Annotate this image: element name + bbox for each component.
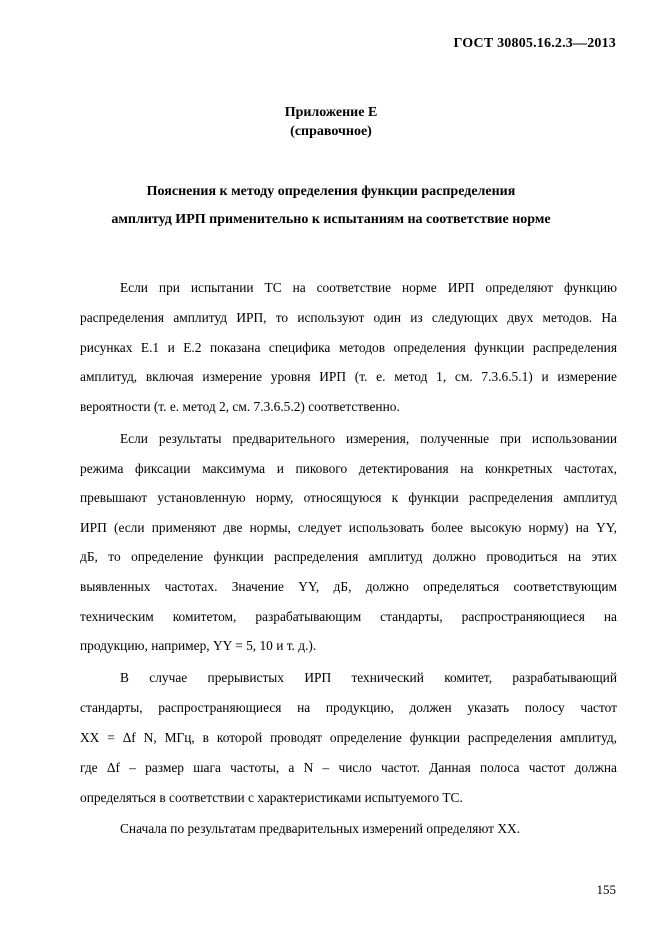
body-line: Если при испытании ТС на соответствие норме ИРП определяют функцию [120, 280, 617, 295]
body-line: Если результаты предварительного измерения, полученные при использовании [120, 431, 617, 446]
body-line: рисунках Е.1 и Е.2 показана специфика методов определения функции распределения [80, 340, 617, 355]
appendix-subtitle: (справочное) [290, 124, 372, 139]
body-line: ИРП (если применяют две нормы, следует использовать более высокую норму) на YY, [80, 520, 617, 535]
body-line: дБ, то определение функции распределения амплитуд должно проводиться на этих [80, 549, 617, 564]
section-title-line-1: Пояснения к методу определения функции распределения [146, 184, 516, 199]
section-title-line-2: амплитуд ИРП применительно к испытаниям на соответствие норме [111, 212, 551, 227]
body-line: вероятности (т. е. метод 2, см. 7.3.6.5.2) соответственно. [80, 399, 400, 414]
body-line: распределения амплитуд ИРП, то используют один из следующих двух методов. На [80, 310, 617, 325]
body-line: стандарты, распространяющиеся на продукцию, должен указать полосу частот [80, 700, 617, 715]
body-line: где Δf – размер шага частоты, а N – число частот. Данная полоса частот должна [80, 760, 617, 775]
body-line: продукцию, например, YY = 5, 10 и т. д.). [80, 638, 317, 653]
body-line: Сначала по результатам предварительных измерений определяют XX. [120, 821, 521, 836]
body-line: техническим комитетом, разрабатывающим стандарты, распространяющиеся на [80, 609, 617, 624]
page-number: 155 [596, 882, 616, 897]
body-line: В случае прерывистых ИРП технический комитет, разрабатывающий [120, 670, 617, 685]
body-line: режима фиксации максимума и пикового детектирования на конкретных частотах, [80, 461, 617, 476]
body-line: превышают установленную норму, относящуюся к функции распределения амплитуд [80, 490, 617, 505]
standard-code: ГОСТ 30805.16.2.3—2013 [453, 36, 616, 51]
body-line: определяться в соответствии с характеристиками испытуемого ТС. [80, 790, 463, 805]
body-line: амплитуд, включая измерение уровня ИРП (т. е. метод 1, см. 7.3.6.5.1) и измерение [80, 369, 617, 384]
body-line: XX = Δf N, МГц, в которой проводят определение функции распределения амплитуд, [80, 730, 617, 745]
body-line: выявленных частотах. Значение YY, дБ, должно определяться соответствующим [80, 579, 617, 594]
appendix-title: Приложение Е [284, 105, 378, 120]
